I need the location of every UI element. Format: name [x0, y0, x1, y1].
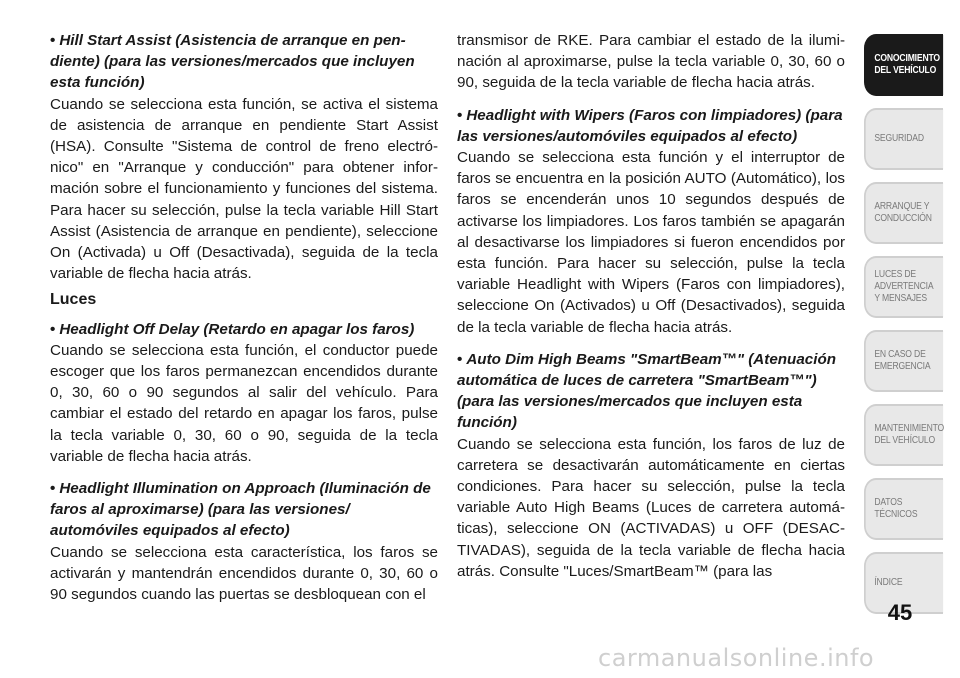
tab-datos-tecnicos[interactable]: DATOS TÉCNICOS: [864, 478, 943, 540]
smartbeam-text: Cuando se selecciona esta función, los faros de luz de carretera se desactivarán automáticamente en ciertas condiciones. Para hacer su selección, pulse la tecla variable Auto High Beams (Luces de carretera automáticas), seleccione ON (ACTIVADAS) u OFF (DESACTIVADAS), seguida de la tecla variable de flecha hacia atrás. Consulte "Luces/SmartBeam™ (para las: [457, 435, 845, 580]
headlight-illumination-text: Cuando se selecciona esta característica, los faros se activarán y mantendrán encendidos durante 0, 30, 60 o 90 segundos cuando las puertas se desbloquean con el: [50, 543, 438, 604]
watermark: carmanualsonline.info: [598, 644, 875, 672]
tab-conocimiento-vehiculo[interactable]: CONOCIMIENTO DEL VEHÍCULO: [864, 34, 943, 96]
headlight-off-delay-heading: • Headlight Off Delay (Retardo en apagar los faros): [50, 320, 415, 338]
tab-arranque-conduccion[interactable]: ARRANQUE Y CONDUCCIÓN: [864, 182, 943, 244]
tab-seguridad[interactable]: SEGURIDAD: [864, 108, 943, 170]
luces-section-title: Luces: [50, 291, 97, 309]
hill-start-assist-heading: • Hill Start Assist (Asistencia de arranque en pendiente) (para las versiones/mercados que incluyen esta función): [50, 32, 415, 92]
approach-continuation-text: transmisor de RKE. Para cambiar el estado de la iluminación al aproximarse, pulse la tecla variable 0, 30, 60 o 90, seguida de la tecla variable de flecha hacia atrás.: [457, 32, 845, 92]
tab-indice[interactable]: ÍNDICE: [864, 552, 943, 614]
left-column: [50, 30, 438, 610]
tab-luces-advertencia[interactable]: LUCES DE ADVERTENCIA Y MENSAJES: [864, 256, 943, 318]
tab-emergencia[interactable]: EN CASO DE EMERGENCIA: [864, 330, 943, 392]
right-column: [457, 30, 845, 587]
page-number: 45: [887, 600, 913, 625]
headlight-wipers-text: Cuando se selecciona esta función y el interruptor de faros se encuentra en la posición AUTO (Automático), los faros se encenderán unos 10 segundos después de activarse los limpiadores. Los faros también se apagarán al desactivarse los limpiadores si fueron encendidos por esta función. Para hacer su selección, pulse la tecla variable Headlight with Wipers (Faros con limpiadores), seleccione On (Activados) u Off (Desactivados), seguida de la tecla variable de flecha hacia atrás.: [457, 149, 845, 336]
chapter-tabs: [856, 0, 960, 678]
smartbeam-heading: • Auto Dim High Beams "SmartBeam™" (Atenuación automática de luces de carretera "SmartBeam™") (para las versiones/mercados que incluyen esta función): [457, 350, 837, 432]
headlight-illumination-heading: • Headlight Illumination on Approach (Iluminación de faros al aproximarse) (para las versiones/ automóviles equipados al efecto): [50, 480, 431, 540]
hill-start-assist-text: Cuando se selecciona esta función, se activa el sistema de asistencia de arranque en pendiente Start Assist (HSA). Consulte "Sistema de control de freno electrónico" en "Arranque y conducción" para obtener información sobre el funcionamiento y funciones del sistema. Para hacer su selección, pulse la tecla variable Hill Start Assist (Asistencia de arranque en pendiente), seleccione On (Activada) u Off (Desactivada), seguida de la tecla variable de flecha hacia atrás.: [50, 95, 438, 283]
headlight-wipers-heading: • Headlight with Wipers (Faros con limpiadores) (para las versiones/automóviles equipados al efecto): [457, 106, 843, 145]
tab-mantenimiento[interactable]: MANTENIMIENTO DEL VEHÍCULO: [864, 404, 943, 466]
headlight-off-delay-text: Cuando se selecciona esta función, el conductor puede escoger que los faros permanezcan encendidos durante 0, 30, 60 o 90 segundos al salir del vehículo. Para cambiar el estado del retardo en apagar los faros, pulse la tecla variable 0, 30, 60 o 90, seguida de la tecla variable de flecha hacia atrás.: [50, 341, 438, 465]
